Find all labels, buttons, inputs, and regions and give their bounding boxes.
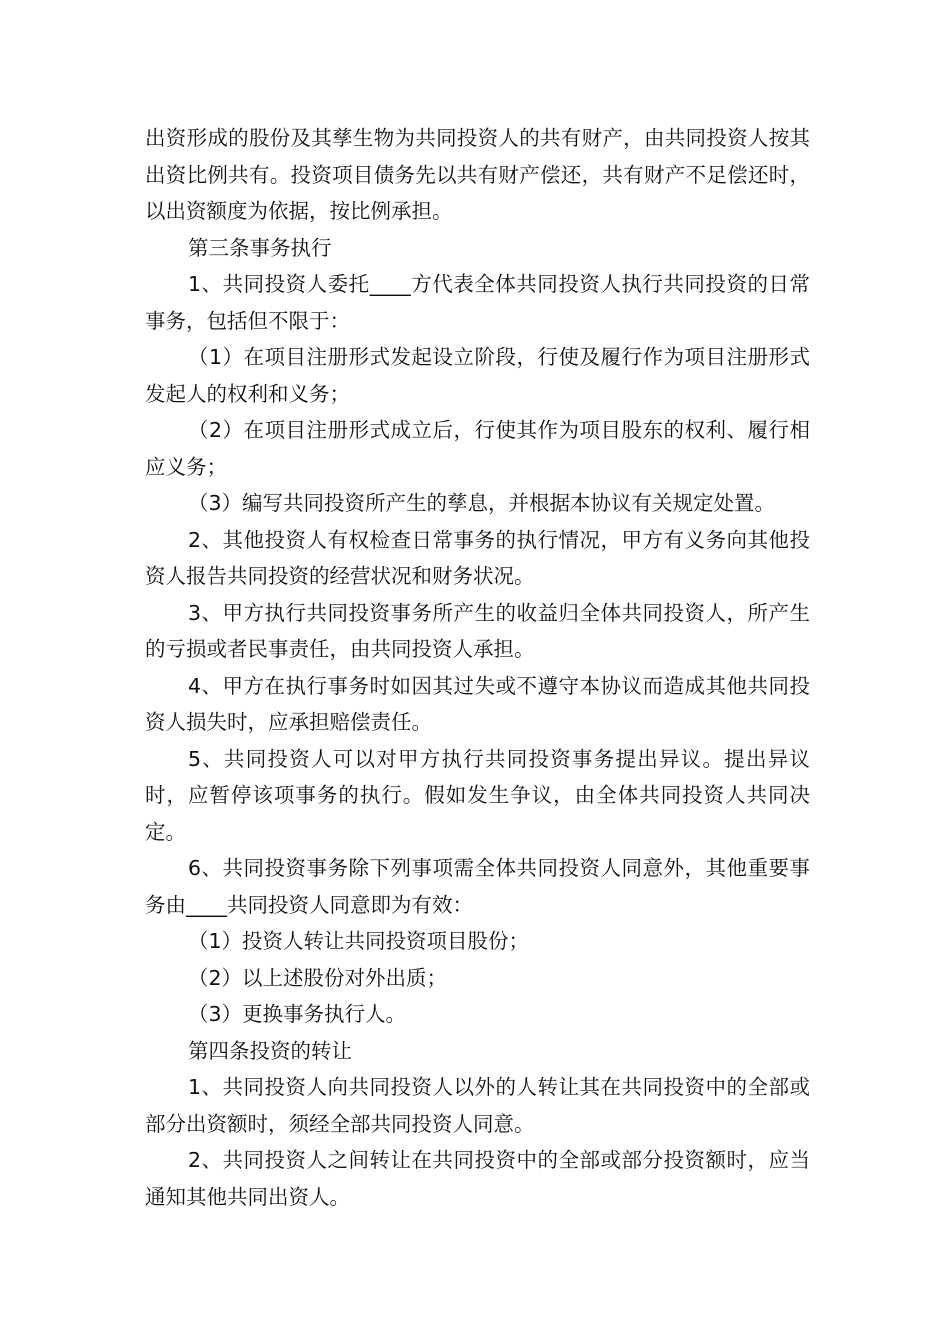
clause-4-2: 2、共同投资人之间转让在共同投资中的全部或部分投资额时，应当通知其他共同出资人。 xyxy=(145,1148,810,1209)
document-body xyxy=(145,120,810,1215)
clause-3-3: 3、甲方执行共同投资事务所产生的收益归全体共同投资人，所产生的亏损或者民事责任，由共同投资人承担。 xyxy=(145,600,810,661)
clause-3-1-item-3: （3）编写共同投资所产生的孳息，并根据本协议有关规定处置。 xyxy=(188,491,776,515)
clause-3-1-item-2: （2）在项目注册形式成立后，行使其作为项目股东的权利、履行相应义务； xyxy=(145,418,810,479)
paragraph-continuation: 出资形成的股份及其孳生物为共同投资人的共有财产，由共同投资人按其出资比例共有。投资项目债务先以共有财产偿还，共有财产不足偿还时，以出资额度为依据，按比例承担。 xyxy=(145,126,810,223)
clause-3-1: 1、共同投资人委托____方代表全体共同投资人执行共同投资的日常事务，包括但不限于： xyxy=(145,272,810,333)
clause-3-4: 4、甲方在执行事务时如因其过失或不遵守本协议而造成其他共同投资人损失时，应承担赔偿责任。 xyxy=(145,673,810,734)
clause-3-6-item-3: （3）更换事务执行人。 xyxy=(188,1002,407,1026)
section-heading-article-4: 第四条投资的转让 xyxy=(188,1038,352,1063)
clause-3-6: 6、共同投资事务除下列事项需全体共同投资人同意外，其他重要事务由____共同投资人同意即为有效： xyxy=(145,856,810,917)
clause-3-1-item-1: （1）在项目注册形式发起设立阶段，行使及履行作为项目注册形式发起人的权利和义务； xyxy=(145,345,810,406)
section-heading-article-3: 第三条事务执行 xyxy=(188,235,332,260)
clause-3-6-item-1: （1）投资人转让共同投资项目股份； xyxy=(188,929,530,953)
clause-3-5: 5、共同投资人可以对甲方执行共同投资事务提出异议。提出异议时，应暂停该项事务的执行。假如发生争议，由全体共同投资人共同决定。 xyxy=(145,746,810,844)
clause-3-2: 2、其他投资人有权检查日常事务的执行情况，甲方有义务向其他投资人报告共同投资的经营状况和财务状况。 xyxy=(145,527,810,588)
clause-4-1: 1、共同投资人向共同投资人以外的人转让其在共同投资中的全部或部分出资额时，须经全部共同投资人同意。 xyxy=(145,1075,810,1136)
clause-3-6-item-2: （2）以上述股份对外出质； xyxy=(188,965,448,990)
